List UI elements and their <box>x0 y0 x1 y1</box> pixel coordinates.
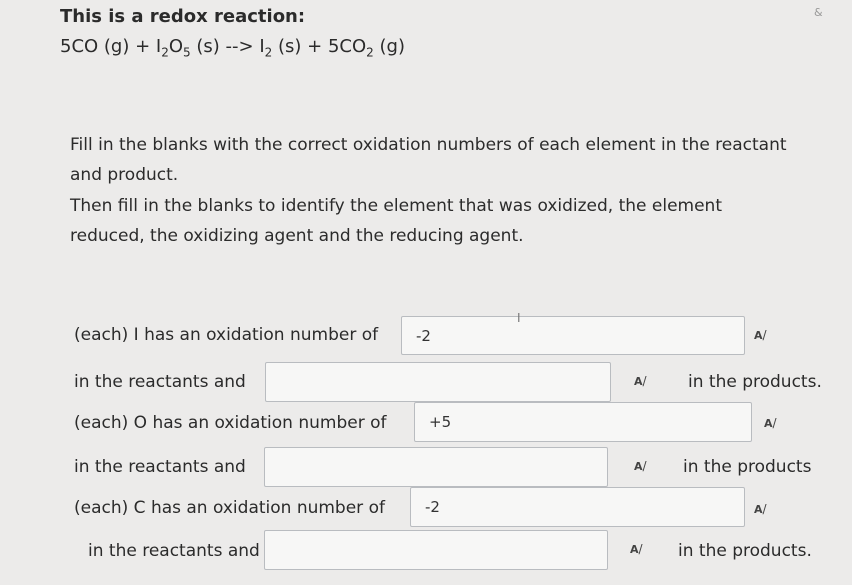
text-format-icon[interactable]: A/ <box>754 502 767 516</box>
text-cursor-icon: I <box>517 311 521 325</box>
text-format-icon[interactable]: A/ <box>634 374 647 388</box>
question-c-prefix: (each) C has an oxidation number of <box>74 498 385 518</box>
question-i-prefix: (each) I has an oxidation number of <box>74 325 379 345</box>
o-reactant-oxidation-input[interactable] <box>414 402 752 442</box>
question-o-suffix: in the products <box>683 457 812 477</box>
text-format-icon[interactable]: A/ <box>754 328 767 342</box>
input-value: -2 <box>416 326 431 345</box>
text-format-icon[interactable]: A/ <box>634 459 647 473</box>
text-format-icon[interactable]: A/ <box>630 542 643 556</box>
input-value: -2 <box>425 498 440 516</box>
intro-text: This is a redox reaction: <box>60 6 306 27</box>
instruction-line-2: and product. <box>70 165 179 185</box>
question-c-suffix: in the products. <box>678 541 812 561</box>
o-product-oxidation-input[interactable] <box>264 447 608 487</box>
c-reactant-oxidation-input[interactable] <box>410 487 745 527</box>
instruction-line-3: Then fill in the blanks to identify the element that was oxidized, the element <box>70 196 723 216</box>
question-c-mid: in the reactants and <box>88 541 260 561</box>
corner-mark: & <box>814 6 823 19</box>
text-format-icon[interactable]: A/ <box>764 416 777 430</box>
i-product-oxidation-input[interactable] <box>265 362 611 402</box>
instruction-line-4: reduced, the oxidizing agent and the reducing agent. <box>70 226 524 246</box>
question-i-mid: in the reactants and <box>74 372 246 392</box>
reaction-equation: 5CO $(g) + I_2O_5$ (s) --> $I_2$ $(s) + 5CO_2$ (g) <box>60 36 405 60</box>
instruction-line-1: Fill in the blanks with the correct oxidation numbers of each element in the reactant <box>70 135 787 155</box>
c-product-oxidation-input[interactable] <box>264 530 608 570</box>
question-o-prefix: (each) O has an oxidation number of <box>74 413 387 433</box>
question-i-suffix: in the products. <box>688 372 822 392</box>
question-o-mid: in the reactants and <box>74 457 246 477</box>
i-reactant-oxidation-input[interactable] <box>401 316 745 355</box>
input-value: +5 <box>429 413 452 431</box>
